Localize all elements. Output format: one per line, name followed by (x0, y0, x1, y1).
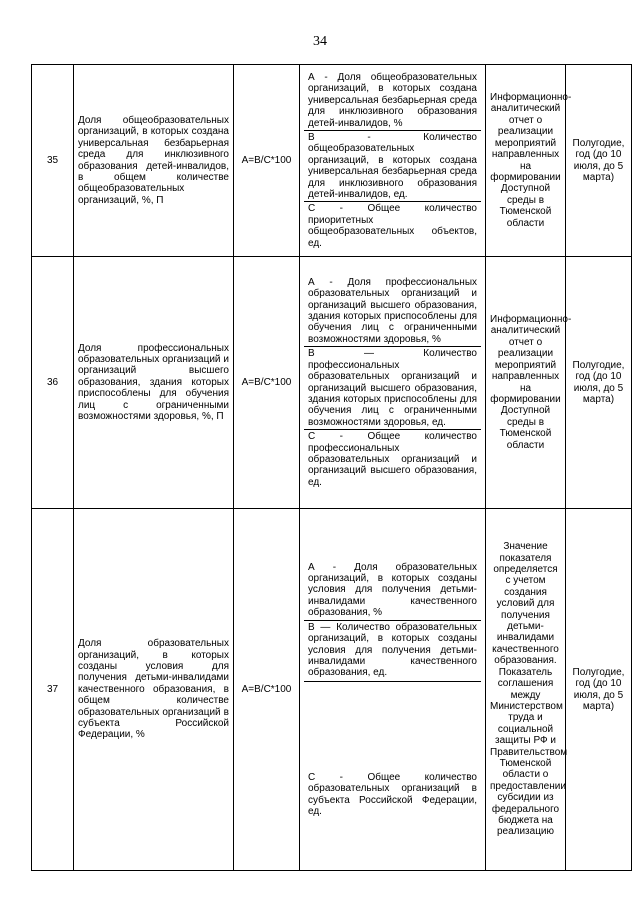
page-number: 34 (313, 34, 327, 49)
formula: A=B/C*100 (234, 509, 300, 871)
data-source: Информационно-аналитический отчет о реализации мероприятий направленных на формировании Доступной среды в Тюменской области (486, 65, 566, 257)
reporting-period: Полугодие, год (до 10 июля, до 5 марта) (566, 509, 632, 871)
indicator-name: Доля общеобразовательных организаций, в которых создана универсальная безбарьерная среда для инклюзивного образования детей-инвалидов, в общем количестве общеобразовательных организаций, %, П (74, 65, 234, 257)
variable-c: С - Общее количество профессиональных образовательных организаций и организаций высшего образования, ед. (308, 431, 477, 488)
reporting-period: Полугодие, год (до 10 июля, до 5 марта) (566, 257, 632, 509)
variable-a: А - Доля профессиональных образовательных организаций и организаций высшего образования, здания которых приспособлены для обучения лиц с ограниченными возможностями здоровья, % (304, 276, 481, 347)
reporting-period: Полугодие, год (до 10 июля, до 5 марта) (566, 65, 632, 257)
table-row (32, 257, 632, 509)
variable-a: А - Доля общеобразовательных организаций, в которых создана универсальная безбарьерная среда для инклюзивного образования детей-инвалидов, % (304, 71, 481, 131)
formula: A=B/C*100 (234, 65, 300, 257)
variables-cell (300, 65, 486, 257)
variables-cell (300, 509, 486, 871)
table-row (32, 65, 632, 257)
row-number: 35 (32, 65, 74, 257)
table-row (32, 509, 632, 871)
variable-b: В — Количество образовательных организаций, в которых созданы условия для получения детьми-инвалидами качественного образования, ед. (304, 621, 481, 682)
indicator-name: Доля профессиональных образовательных организаций и организаций высшего образования, здания которых приспособлены для обучения лиц с ограниченными возможностями здоровья, %, П (74, 257, 234, 509)
variable-a: А - Доля образовательных организаций, в которых созданы условия для получения детьми-инвалидами качественного образования, % (304, 561, 481, 621)
formula: A=B/C*100 (234, 257, 300, 509)
variable-b: В — Количество профессиональных образовательных организаций и организаций высшего образования, здания которых приспособлены для обучения лиц с ограниченными возможностями здоровья, ед. (304, 347, 481, 430)
variables-cell (300, 257, 486, 509)
variable-c: С - Общее количество приоритетных общеобразовательных объектов, ед. (308, 203, 477, 249)
row-number: 36 (32, 257, 74, 509)
indicators-table (31, 64, 632, 871)
row-number: 37 (32, 509, 74, 871)
indicator-name: Доля образовательных организаций, в которых созданы условия для получения детьми-инвалидами качественного образования, в общем количестве образовательных организаций в субъекта Российской Федерации, % (74, 509, 234, 871)
data-source: Значение показателя определяется с учетом создания условий для получения детьми-инвалидами качественного образования. Показатель соглашения между Министерством труда и социальной защиты РФ и Правительством Тюменской области о предоставлении субсидии из федерального бюджета на реализацию (486, 509, 566, 871)
variable-c: С - Общее количество образовательных организаций в субъекта Российской Федерации, ед. (308, 771, 477, 817)
data-source: Информационно-аналитический отчет о реализации мероприятий направленных на формировании Доступной среды в Тюменской области (486, 257, 566, 509)
variable-b: В - Количество общеобразовательных организаций, в которых создана универсальная безбарьерная среда для инклюзивного образования детей-инвалидов, ед. (304, 131, 481, 202)
